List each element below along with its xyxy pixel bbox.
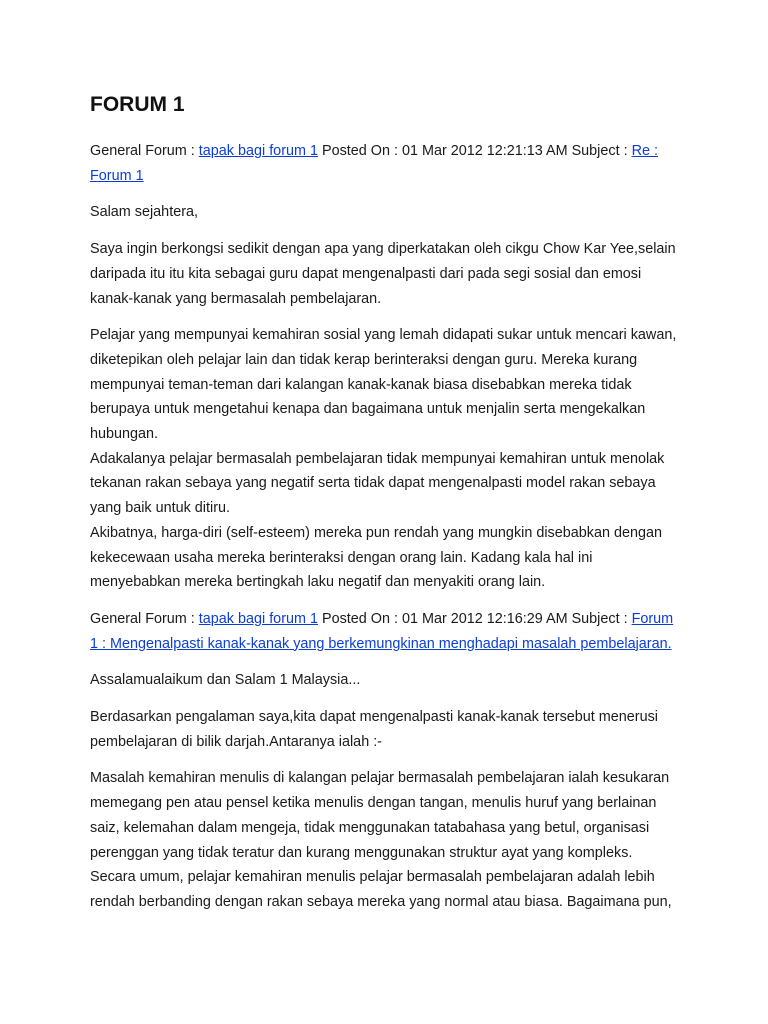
page-title: FORUM 1 — [90, 93, 185, 116]
post-paragraph: Adakalanya pelajar bermasalah pembelajaran tidak mempunyai kemahiran untuk menolak tekanan rakan sebaya yang negatif serta tidak dapat mengenalpasti model rakan sebaya yang baik untuk ditiru. — [90, 450, 665, 517]
post-paragraph: Berdasarkan pengalaman saya,kita dapat mengenalpasti kanak-kanak tersebut menerusi pembelajaran di bilik darjah.Antaranya ialah :- — [90, 709, 658, 750]
post-header — [90, 139, 678, 188]
post-paragraph: Pelajar yang mempunyai kemahiran sosial yang lemah didapati sukar untuk mencari kawan, diketepikan oleh pelajar lain dan tidak kerap berinteraksi dengan guru. Mereka kurang mempunyai teman-teman dari kalangan kanak-kanak biasa disebabkan mereka tidak berupaya untuk mengetahui kenapa dan bagaimana untuk menjalin serta mengekalkan hubungan. — [90, 327, 677, 443]
post-paragraph: Masalah kemahiran menulis di kalangan pelajar bermasalah pembelajaran ialah kesukaran memegang pen atau pensel ketika menulis dengan tangan, menulis huruf yang berlainan saiz, kelemahan dalam mengeja, tidak menggunakan tatabahasa yang betul, organisasi perenggan yang tidak teratur dan kurang menggunakan struktur ayat yang kompleks. — [90, 770, 670, 861]
posted-on-text: Posted On : 01 Mar 2012 12:16:29 AM Subject : — [317, 610, 632, 627]
subject-link[interactable]: Forum 1 : Mengenalpasti kanak-kanak yang berkemungkinan menghadapi masalah pembelajaran. — [90, 610, 674, 652]
posted-on-text: Posted On : 01 Mar 2012 12:21:13 AM Subject : — [317, 143, 632, 159]
post-paragraph: Saya ingin berkongsi sedikit dengan apa yang diperkatakan oleh cikgu Chow Kar Yee,selain daripada itu itu kita sebagai guru dapat mengenalpasti dari pada segi sosial dan emosi kanak-kanak yang bermasalah pembelajaran. — [90, 241, 676, 307]
post-paragraph: Secara umum, pelajar kemahiran menulis pelajar bermasalah pembelajaran adalah lebih rendah berbanding dengan rakan sebaya mereka yang normal atau biasa. Bagaimana pun, — [90, 869, 672, 910]
forum-link[interactable]: tapak bagi forum 1 — [198, 143, 318, 159]
post-greeting: Salam sejahtera, — [90, 204, 198, 221]
post-header-prefix: General Forum : — [90, 610, 199, 627]
post-paragraph: Akibatnya, harga-diri (self-esteem) mereka pun rendah yang mungkin disebabkan dengan kekecewaan usaha mereka berinteraksi dengan orang lain. Kadang kala hal ini menyebabkan mereka bertingkah laku negatif dan menyakiti orang lain. — [90, 524, 662, 591]
forum-link[interactable]: tapak bagi forum 1 — [198, 610, 318, 627]
post-header — [90, 607, 678, 656]
post-header-prefix: General Forum : — [90, 143, 199, 159]
post-greeting: Assalamualaikum dan Salam 1 Malaysia... — [90, 672, 361, 689]
subject-link[interactable]: Re : Forum 1 — [90, 143, 658, 184]
